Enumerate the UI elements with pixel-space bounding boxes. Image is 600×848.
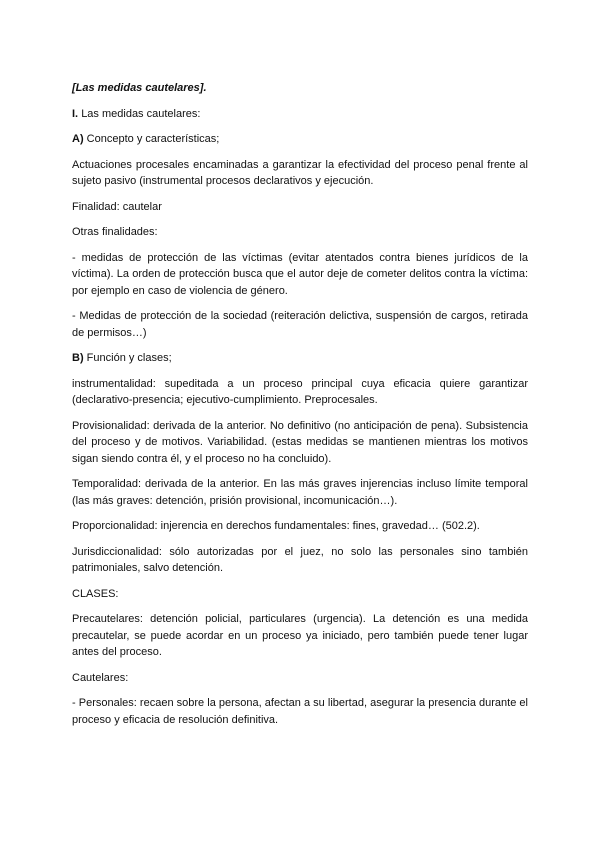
paragraph-cautelares: Cautelares: (72, 671, 129, 684)
paragraph-finalidad: Finalidad: cautelar (72, 200, 162, 213)
section-i-heading (72, 106, 528, 123)
paragraph-temporalidad: Temporalidad: derivada de la anterior. En las más graves injerencias incluso límite temporal (las más graves: detención, prisión provisional, incomunicación…). (72, 478, 528, 507)
section-i-label: Las medidas cautelares: (81, 107, 201, 120)
paragraph-instrumentalidad: instrumentalidad: supeditada a un proceso principal cuya eficacia quiere garantizar (declarativo-presencia; ejecutivo-cumplimiento. Preprocesales. (72, 377, 528, 406)
paragraph-jurisdiccionalidad: Jurisdiccionalidad: sólo autorizadas por el juez, no solo las personales sino también patrimoniales, salvo detención. (72, 545, 528, 574)
subsection-a-marker: A) (72, 133, 84, 145)
subsection-a-label: Concepto y características; (86, 133, 220, 145)
paragraph-clases: CLASES: (72, 587, 119, 600)
paragraph-proteccion-sociedad: - Medidas de protección de la sociedad (reiteración delictiva, suspensión de cargos, retirada de permisos…) (72, 310, 528, 339)
subsection-b-marker: B) (72, 352, 84, 364)
subsection-b-heading (72, 350, 528, 367)
paragraph-provisionalidad: Provisionalidad: derivada de la anterior. No definitivo (no anticipación de pena). Subsistencia del proceso y de motivos. Variabilidad. (estas medidas se mantienen mientras los motivos sigan siendo contra él, y el proceso no ha concluido). (72, 419, 528, 465)
paragraph-proteccion-victimas: - medidas de protección de las víctimas (evitar atentados contra bienes jurídicos de la víctima). La orden de protección busca que el autor deje de cometer delitos contra la víctima: por ejemplo en caso de violencia de género. (72, 251, 528, 297)
paragraph-otras-finalidades: Otras finalidades: (72, 226, 158, 238)
section-i-marker: I. (72, 107, 79, 120)
document-title: [Las medidas cautelares]. (72, 82, 207, 94)
document-page (72, 80, 528, 737)
paragraph-concepto: Actuaciones procesales encaminadas a garantizar la efectividad del proceso penal frente al sujeto pasivo (instrumental procesos declarativos y ejecución. (72, 158, 528, 187)
subsection-a-heading (72, 131, 528, 148)
subsection-b-label: Función y clases; (86, 352, 172, 364)
paragraph-personales: - Personales: recaen sobre la persona, afectan a su libertad, asegurar la presencia durante el proceso y eficacia de resolución definitiva. (72, 697, 528, 726)
paragraph-proporcionalidad: Proporcionalidad: injerencia en derechos fundamentales: fines, gravedad… (502.2). (72, 520, 480, 532)
paragraph-precautelares: Precautelares: detención policial, particulares (urgencia). La detención es una medida precautelar, se puede acordar en un proceso ya iniciado, pero también puede tener lugar antes del proceso. (72, 613, 528, 658)
